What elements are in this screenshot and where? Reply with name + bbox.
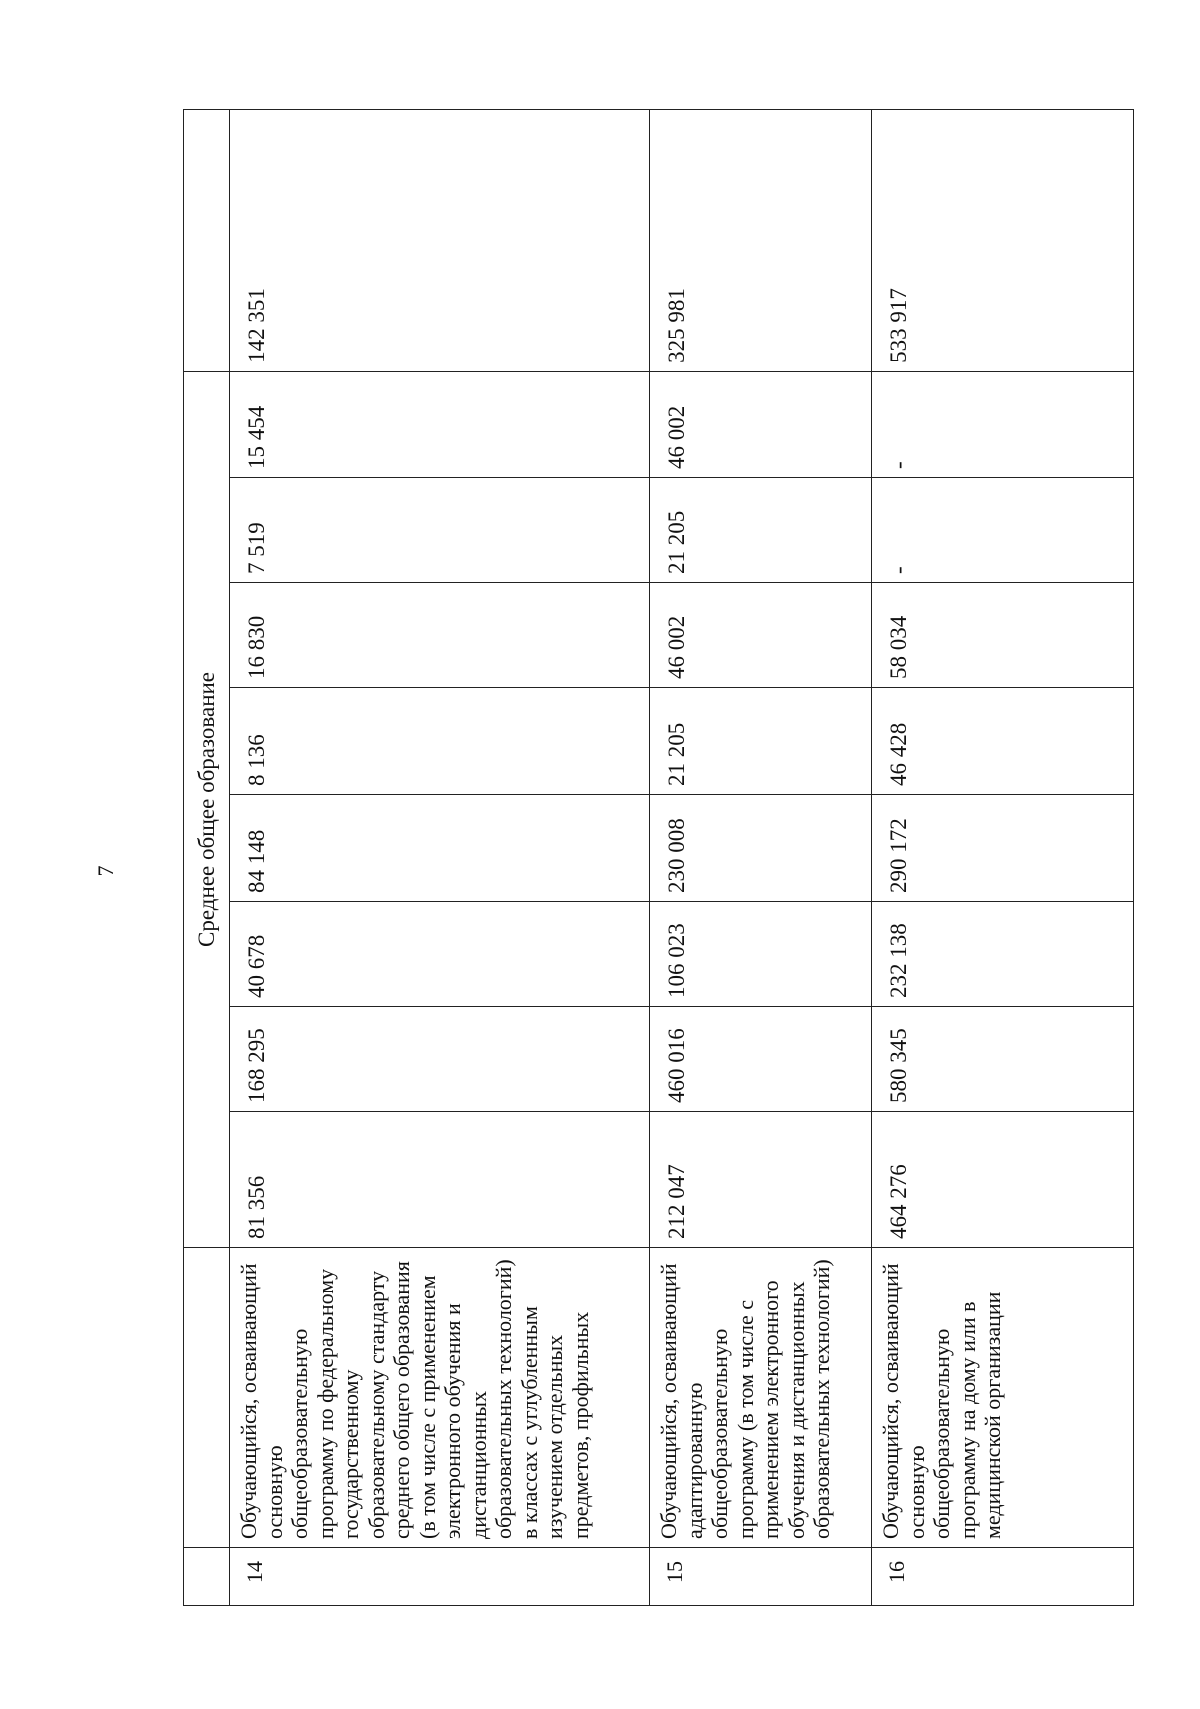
- value-cell: 15 454: [230, 371, 650, 477]
- value-cell: 212 047: [650, 1112, 872, 1248]
- section-header-row: [184, 109, 230, 1605]
- value-cell: 325 981: [650, 109, 872, 371]
- value-cell: 230 008: [650, 795, 872, 902]
- value-cell: 81 356: [230, 1112, 650, 1248]
- header-empty-cell: [184, 1548, 230, 1606]
- value-cell: 21 205: [650, 688, 872, 795]
- value-cell: -: [872, 371, 1134, 477]
- table-row: [872, 109, 1134, 1605]
- table-row: [230, 109, 650, 1605]
- row-description: Обучающийся, осваивающий основную общеобразовательную программу по федеральному государственному образовательному стандарту среднего общего образования (в том числе с применением электронного обучения и дистанционных образовательных технологий) в классах с углубленным изучением отдельных предметов, профильных: [230, 1248, 650, 1548]
- row-description: Обучающийся, осваивающий основную общеобразовательную программу на дому или в медицинской организации: [872, 1248, 1134, 1548]
- header-empty-cell: [184, 109, 230, 371]
- value-cell: 232 138: [872, 902, 1134, 1007]
- value-cell: 16 830: [230, 583, 650, 688]
- value-cell: 21 205: [650, 478, 872, 583]
- row-number: 15: [650, 1548, 872, 1606]
- funding-table: [183, 109, 1134, 1606]
- value-cell: 46 428: [872, 688, 1134, 795]
- rotated-table-wrapper: [183, 110, 1133, 1606]
- value-cell: 290 172: [872, 795, 1134, 902]
- value-cell: 8 136: [230, 688, 650, 795]
- row-number: 16: [872, 1548, 1134, 1606]
- value-cell: 58 034: [872, 583, 1134, 688]
- section-title: Среднее общее образование: [184, 371, 230, 1247]
- value-cell: 533 917: [872, 109, 1134, 371]
- value-cell: 46 002: [650, 371, 872, 477]
- table-row: [650, 109, 872, 1605]
- value-cell: 84 148: [230, 795, 650, 902]
- value-cell: 168 295: [230, 1007, 650, 1112]
- value-cell: -: [872, 478, 1134, 583]
- value-cell: 46 002: [650, 583, 872, 688]
- value-cell: 7 519: [230, 478, 650, 583]
- value-cell: 580 345: [872, 1007, 1134, 1112]
- row-number: 14: [230, 1548, 650, 1606]
- page-number: 7: [93, 865, 118, 877]
- value-cell: 40 678: [230, 902, 650, 1007]
- value-cell: 142 351: [230, 109, 650, 371]
- value-cell: 106 023: [650, 902, 872, 1007]
- header-empty-cell: [184, 1248, 230, 1548]
- value-cell: 464 276: [872, 1112, 1134, 1248]
- row-description: Обучающийся, осваивающий адаптированную общеобразовательную программу (в том числе с применением электронного обучения и дистанционных образовательных технологий): [650, 1248, 872, 1548]
- value-cell: 460 016: [650, 1007, 872, 1112]
